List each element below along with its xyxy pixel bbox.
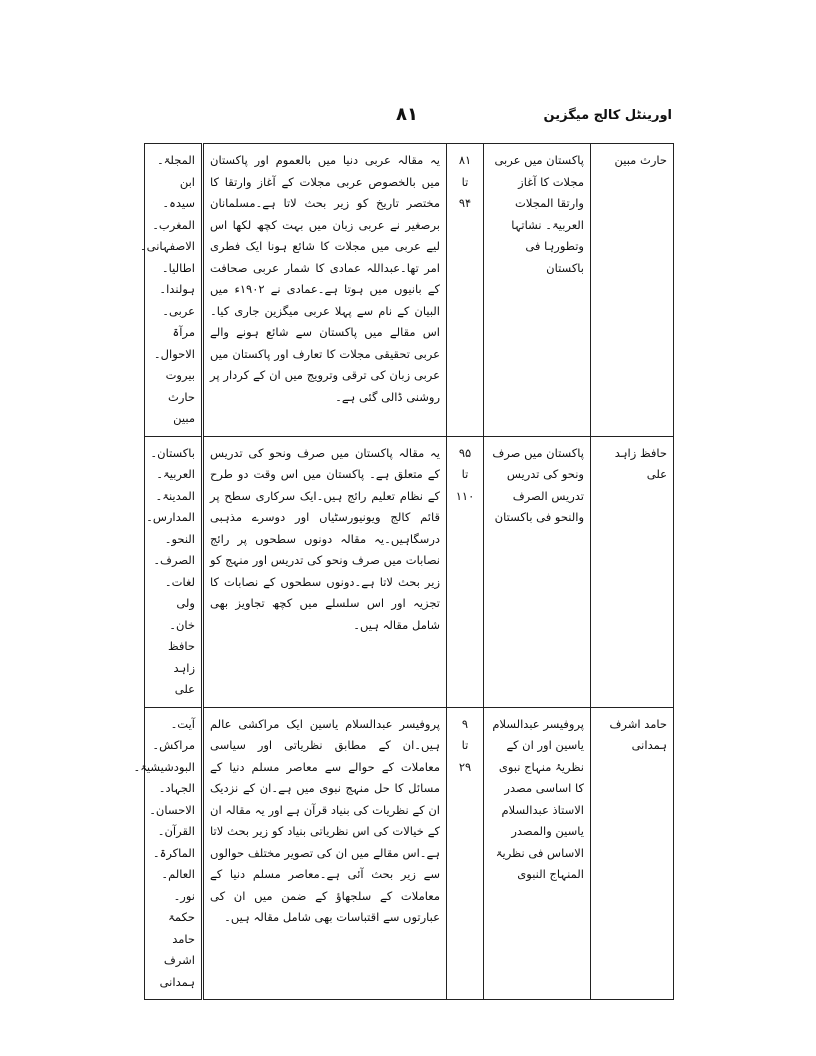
keyword: العالم۔نور۔حکمۃ — [161, 867, 195, 924]
keyword: المدینۃ۔المدارس۔ — [146, 488, 195, 524]
page-start: ۹ — [461, 716, 469, 731]
table-row — [145, 707, 674, 1000]
page-end: ۱۱۰ — [455, 488, 475, 503]
keyword: حامد اشرف ہمدانی — [159, 931, 195, 989]
keyword: عربی۔مرآۃ — [162, 303, 195, 339]
keywords-cell — [139, 144, 203, 437]
page-header — [0, 104, 816, 134]
table-row — [145, 144, 674, 437]
page-to: تا — [461, 467, 469, 481]
page-end: ۹۴ — [458, 196, 472, 210]
pages-cell — [447, 144, 484, 437]
title-cell: پاکستان میں صرف ونحو کی تدریس تدریس الصرف والنحو فی باکستان — [484, 436, 591, 707]
journal-title: اورینٹل کالج میگزین — [543, 108, 672, 123]
keywords-cell — [145, 436, 203, 707]
title-cell: پاکستان میں عربی مجلات کا آغاز وارتقا المجلات العربیۃ۔ نشاتہا وتطورہا فی باکستان — [484, 144, 591, 437]
keyword: حافظ زاہد علی — [167, 639, 195, 696]
page-end: ۲۹ — [458, 759, 472, 774]
keyword: الاصفہانی۔ — [139, 239, 195, 253]
pages-cell — [447, 707, 484, 1000]
summary-cell: یہ مقالہ عربی دنیا میں بالعموم اور پاکستان میں بالخصوص عربی مجلات کے آغاز وارتقا کا مختصر تاریخ کو زیر بحث لاتا ہے۔مسلمانان برصغیر نے عربی زبان میں بہت کچھ لکھا اس لیے عربی میں مجلات کا شائع ہونا ایک فطری امر تھا۔عبداللہ عمادی کا شمار عربی صحافت کے بانیوں میں ہوتا ہے۔عمادی نے ۱۹۰۲ء میں البیان کے نام سے پہلا عربی میگزین جاری کیا۔اس مقالے میں پاکستان سے شائع ہونے والے عربی تحقیقی مجلات کا تعارف اور پاکستان میں عربی زبان کی ترقی وترویج میں ان کے کردار پر روشنی ڈالی گئی ہے۔ — [203, 144, 447, 437]
page-start: ۸۱ — [458, 153, 472, 167]
summary-cell: پروفیسر عبدالسلام یاسین ایک مراکشی عالم ہیں۔ان کے مطابق نظریاتی اور سیاسی معاملات کے حوالے سے معاصر مسلم دنیا کے مسائل کا حل منہج نبوی میں ہے۔ان کے نزدیک ان کے نظریات کی بنیاد قرآن ہے اور یہ مقالہ ان کے خیالات کی اس نظریاتی بنیاد کو زیر بحث لاتا ہے۔اس مقالے میں ان کی تصویر مختلف حوالوں سے زیر بحث آئی ہے۔معاصر مسلم دنیا کے معاملات کے سلجھاؤ کے ضمن میں ان کی عبارتوں سے اقتباسات بھی شامل مقالہ ہیں۔ — [203, 707, 447, 1000]
author-cell: حافظ زاہد علی — [591, 436, 674, 707]
keyword: القرآن۔الماکرۃ۔ — [152, 824, 195, 860]
keyword: الاحوال۔بیروت — [153, 346, 195, 382]
title-cell: پروفیسر عبدالسلام یاسین اور ان کے نظریۂ منہاج نبوی کا اساسی مصدر الاستاذ عبدالسلام یاسین والمصدر الاساس فی نظریۃ المنہاج النبوی — [484, 707, 591, 1000]
keyword: المغرب۔ — [152, 217, 195, 232]
keyword: المجلۃ۔ابن سیدہ۔ — [156, 153, 195, 210]
keyword: البودشیشیۃ۔الجہاد۔ — [133, 759, 195, 795]
keyword: لغات۔ولی خان۔ — [164, 574, 195, 632]
summary-cell: یہ مقالہ پاکستان میں صرف ونحو کی تدریس کے متعلق ہے۔ پاکستان میں اس وقت دو طرح کے نظام تعلیم رائج ہیں۔ایک سرکاری سطح پر قائم کالج ویونیورسٹیاں اور دوسرے مذہبی درسگاہیں۔یہ مقالہ دونوں سطحوں پر رائج نصابات میں صرف ونحو کی تدریس اور منہج کو زیر بحث لاتا ہے۔دونوں سطحوں کے نصابات کا تجزیہ اور اس سلسلے میں کچھ تجاویز بھی شامل مقالہ ہیں۔ — [203, 436, 447, 707]
keyword: حارث مبین — [168, 389, 195, 425]
keyword: آیت۔مراکش۔ — [152, 716, 195, 752]
page-to: تا — [461, 738, 469, 752]
author-cell: حارث مبین — [591, 144, 674, 437]
keyword: باکستان۔العربیۃ۔ — [150, 445, 195, 481]
keyword: النحو۔الصرف۔ — [153, 531, 195, 567]
pages-cell — [447, 436, 484, 707]
table-row — [145, 436, 674, 707]
page-start: ۹۵ — [458, 445, 472, 460]
articles-table — [133, 143, 674, 1000]
keyword: الاحسان۔ — [149, 802, 195, 817]
keywords-cell — [133, 707, 203, 1000]
keyword: اطالیا۔ہولندا۔ — [159, 260, 195, 296]
page-number: ۸۱ — [396, 104, 418, 125]
author-cell: حامد اشرف ہمدانی — [591, 707, 674, 1000]
page-to: تا — [461, 174, 469, 189]
